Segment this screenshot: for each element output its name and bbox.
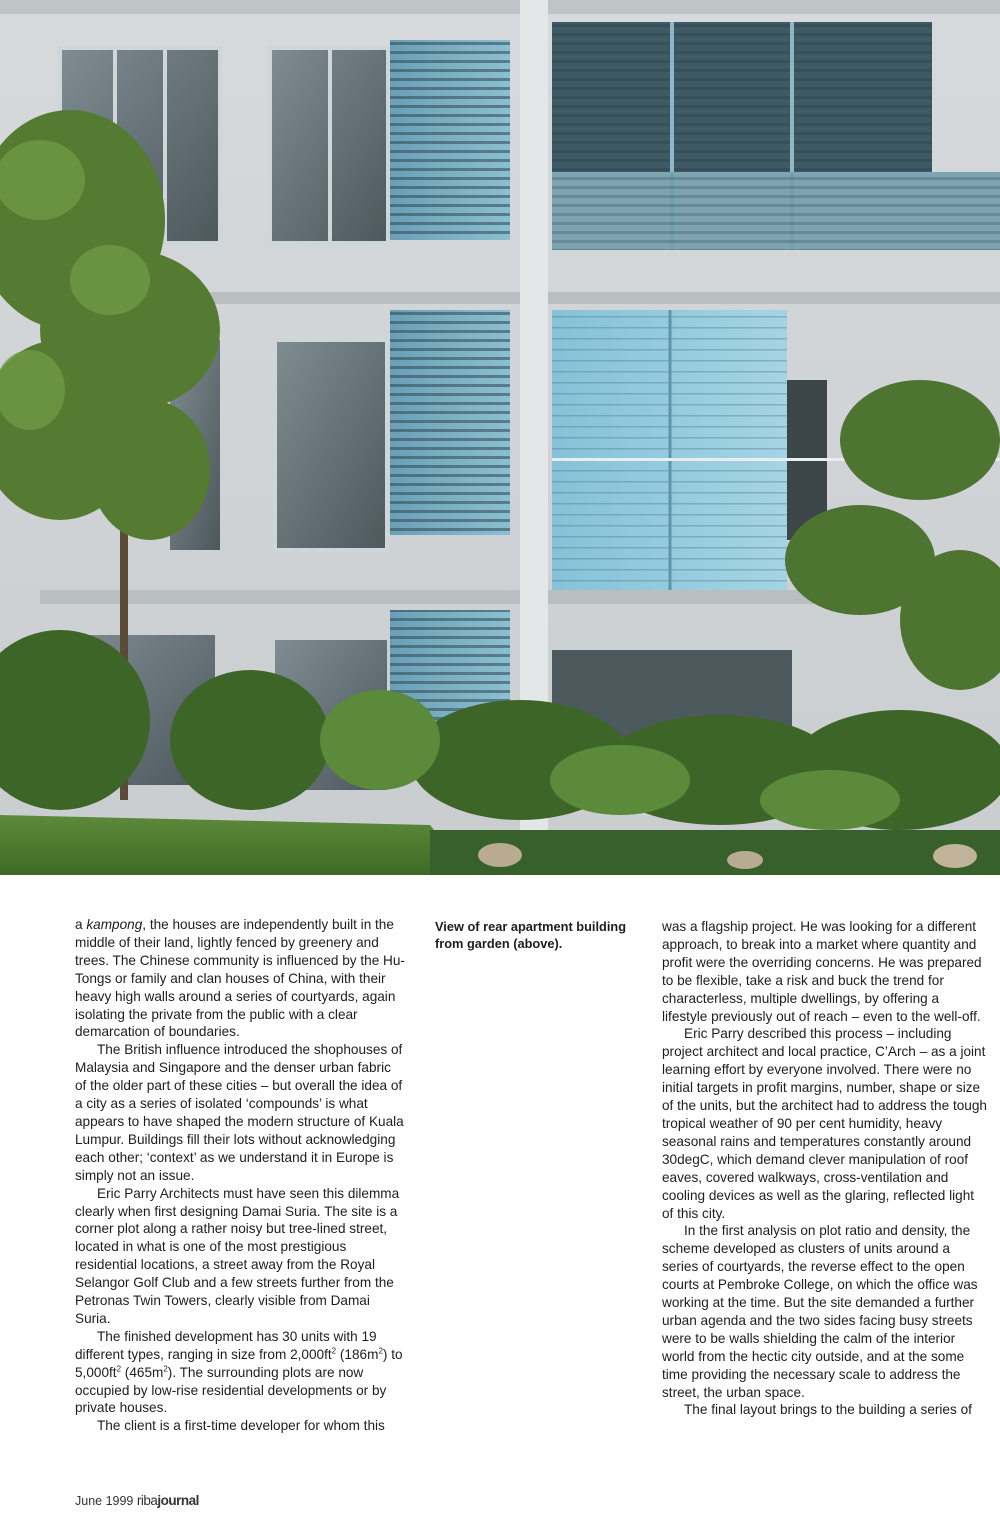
logo-journal: journal xyxy=(157,1493,199,1508)
issue-date: June 1999 xyxy=(75,1494,134,1508)
paragraph: Eric Parry described this process – including project architect and local practice, C’Arch – as a joint learning effort by everyone involved. There were no initial targets in profit margins, number, shape or size of the units, but the architect had to address the tough tropical weather of 90 per cent humidity, heavy seasonal rains and temperatures constantly around 30degC, which demand clever manipulation of roof eaves, covered walkways, cross-ventilation and cooling devices as well as the glaring, reflected light of this city. xyxy=(662,1026,987,1221)
paragraph: was a flagship project. He was looking for a different approach, to break into a market where quantity and profit were the overriding concerns. He was prepared to be flexible, take a risk and buck the trend for characterless, multiple dwellings, by offering a lifestyle previously out of reach – even to the well-off. xyxy=(662,919,982,1024)
italic-term: kampong xyxy=(86,917,143,932)
logo-riba: riba xyxy=(136,1493,158,1508)
paragraph: The final layout brings to the building a series of xyxy=(684,1402,972,1418)
superscript: 2 xyxy=(163,1364,168,1374)
paragraph: a kampong, the houses are independently built in the middle of their land, lightly fenced by greenery and trees. The Chinese community is influenced by the Hu-Tongs or family and clan houses of China, with their heavy high walls around a series of courtyards, again isolating the private from the public with a clear demarcation of boundaries. xyxy=(75,917,405,1040)
body-text-column-1 xyxy=(75,916,405,1435)
photo-caption: View of rear apartment building from garden (above). xyxy=(435,919,627,951)
paragraph: Eric Parry Architects must have seen this dilemma clearly when first designing Damai Suria. The site is a corner plot along a rather noisy but tree-lined street, located in what is one of the most prestigious residential locations, a street away from the Royal Selangor Golf Club and a few streets further from the Petronas Twin Towers, clearly visible from Damai Suria. xyxy=(75,1185,400,1326)
superscript: 2 xyxy=(378,1346,383,1356)
magazine-logo xyxy=(137,1493,199,1508)
paragraph: In the first analysis on plot ratio and density, the scheme developed as clusters of units around a series of courtyards, the reverse effect to the open courts at Pembroke College, on which the office was working at the time. But the site demanded a further urban agenda and the two sides facing busy streets were to be walls shielding the calm of the interior world from the hectic city outside, and at the some time providing the necessary scale to address the street, the urban space. xyxy=(662,1223,978,1400)
superscript: 2 xyxy=(116,1364,122,1374)
body-text-column-3 xyxy=(662,918,988,1419)
paragraph: The client is a first-time developer for whom this xyxy=(97,1418,385,1434)
superscript: 2 xyxy=(331,1346,337,1356)
paragraph: The British influence introduced the shophouses of Malaysia and Singapore and the denser urban fabric of the older part of these cities – but overall the idea of a city as a series of isolated ‘compounds’ is what appears to have shaped the modern structure of Kuala Lumpur. Buildings fill their lots without acknowledging each other; ‘context’ as we understand it in Europe is simply not an issue. xyxy=(75,1042,404,1183)
paragraph: The finished development has 30 units with 19 different types, ranging in size from $2,000ft^2$ $(186m^2)$ to $5,000ft^2$ $(465m^2)$. The surrounding plots are now occupied by low-rise residential developments or by private houses. xyxy=(75,1328,403,1416)
page-footer xyxy=(75,1493,199,1508)
